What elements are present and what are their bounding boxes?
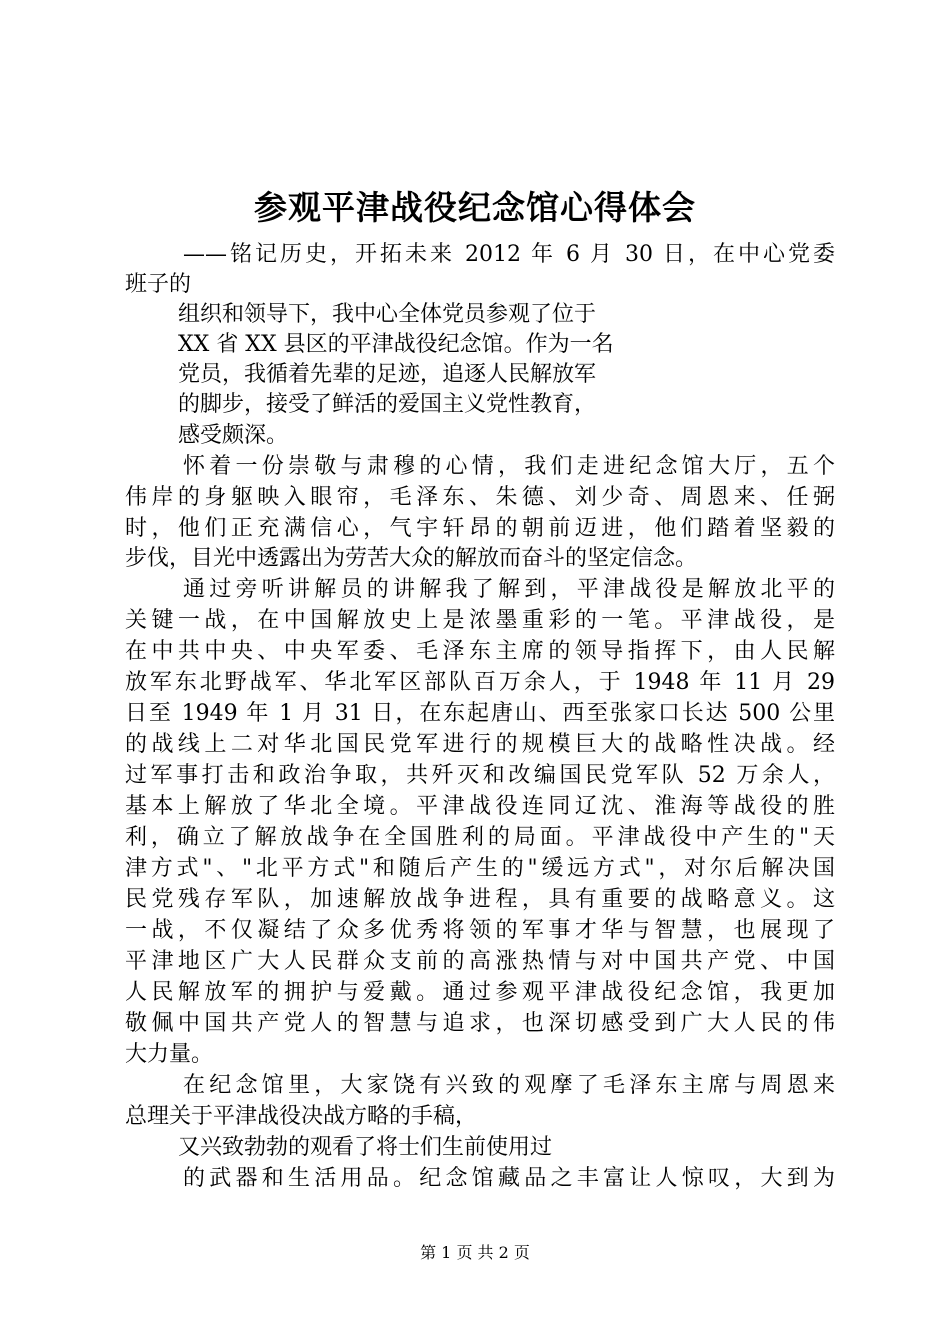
body-line: 时，他们正充满信心，气宇轩昂的朝前迈进，他们踏着坚毅的 — [125, 516, 835, 541]
body-line: 关键一战，在中国解放史上是浓墨重彩的一笔。平津战役，是 — [125, 608, 835, 633]
body-line: 放军东北野战军、华北军区部队百万余人，于 1948 年 11 月 29 — [125, 670, 835, 695]
body-line: 感受颇深。 — [178, 423, 289, 448]
body-line: ——铭记历史，开拓未来 2012 年 6 月 30 日，在中心党委 — [183, 242, 835, 267]
body-line: 基本上解放了华北全境。平津战役连同辽沈、淮海等战役的胜 — [125, 794, 835, 819]
body-line: 怀着一份崇敬与肃穆的心情，我们走进纪念馆大厅，五个 — [183, 454, 835, 479]
body-line: 一战，不仅凝结了众多优秀将领的军事才华与智慧，也展现了 — [125, 918, 835, 943]
body-line: 伟岸的身躯映入眼帘，毛泽东、朱德、刘少奇、周恩来、任弼 — [125, 485, 835, 510]
body-line: 党员，我循着先辈的足迹，追逐人民解放军 — [178, 362, 597, 387]
body-line: 津方式"、"北平方式"和随后产生的"缓远方式"，对尔后解决国 — [125, 856, 835, 881]
body-line: 日至 1949 年 1 月 31 日，在东起唐山、西至张家口长达 500 公里 — [125, 701, 835, 726]
body-line: 在中共中央、中央军委、毛泽东主席的领导指挥下，由人民解 — [125, 639, 835, 664]
page-number-footer: 第 1 页 共 2 页 — [420, 1243, 530, 1262]
body-line: 通过旁听讲解员的讲解我了解到，平津战役是解放北平的 — [183, 577, 835, 602]
document-title: 参观平津战役纪念馆心得体会 — [254, 188, 696, 227]
body-line: XX 省 XX 县区的平津战役纪念馆。作为一名 — [178, 332, 614, 357]
body-line: 在纪念馆里，大家饶有兴致的观摩了毛泽东主席与周恩来 — [183, 1073, 835, 1098]
body-line: 总理关于平津战役决战方略的手稿， — [125, 1104, 478, 1129]
body-line: 步伐，目光中透露出为劳苦大众的解放而奋斗的坚定信念。 — [125, 546, 698, 571]
body-line: 班子的 — [125, 272, 192, 297]
body-line: 又兴致勃勃的观看了将士们生前使用过 — [178, 1135, 553, 1160]
body-line: 敬佩中国共产党人的智慧与追求，也深切感受到广大人民的伟 — [125, 1011, 835, 1036]
body-line: 组织和领导下，我中心全体党员参观了位于 — [178, 302, 597, 327]
body-line: 的武器和生活用品。纪念馆藏品之丰富让人惊叹，大到为 — [183, 1166, 835, 1191]
body-line: 利，确立了解放战争在全国胜利的局面。平津战役中产生的"天 — [125, 825, 835, 850]
body-line: 大力量。 — [125, 1042, 214, 1067]
body-line: 的战线上二对华北国民党军进行的规模巨大的战略性决战。经 — [125, 732, 835, 757]
body-line: 人民解放军的拥护与爱戴。通过参观平津战役纪念馆，我更加 — [125, 980, 835, 1005]
body-line: 过军事打击和政治争取，共歼灭和改编国民党军队 52 万余人， — [125, 763, 835, 788]
body-line: 平津地区广大人民群众支前的高涨热情与对中国共产党、中国 — [125, 949, 835, 974]
body-line: 民党残存军队，加速解放战争进程，具有重要的战略意义。这 — [125, 887, 835, 912]
body-line: 的脚步，接受了鲜活的爱国主义党性教育， — [178, 392, 597, 417]
